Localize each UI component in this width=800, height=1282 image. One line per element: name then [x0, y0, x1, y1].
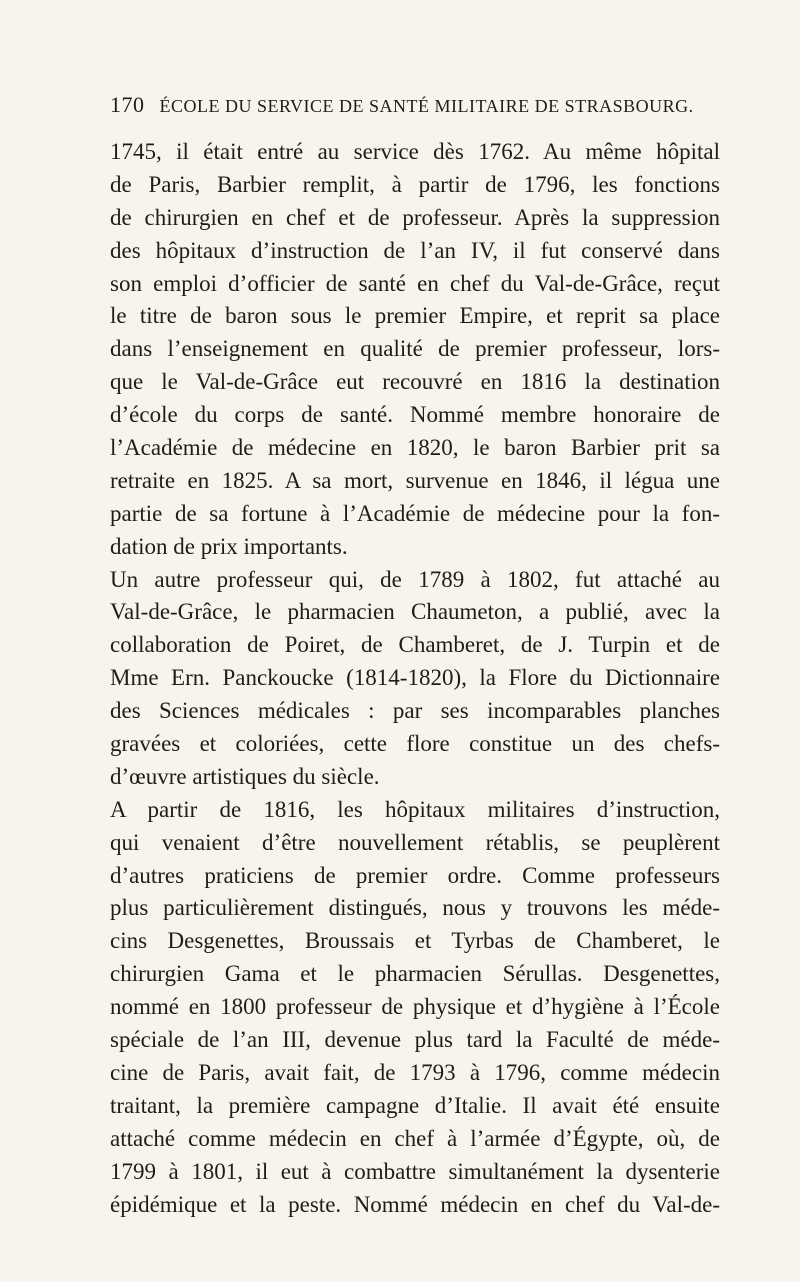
text-line: plus particulièrement distingués, nous y trouvons les méde- [110, 895, 720, 921]
text-line: d’autres praticiens de premier ordre. Comme professeurs [110, 862, 720, 888]
text-line: 1799 à 1801, il eut à combattre simultanément la dysenterie [110, 1158, 720, 1184]
text-line: 1745, il était entré au service dès 1762. Au même hôpital [110, 139, 720, 164]
text-line: qui venaient d’être nouvellement rétablis, se peuplèrent [110, 829, 720, 855]
text-line: Val-de-Grâce, le pharmacien Chaumeton, a publié, avec la [110, 599, 720, 625]
text-line: gravées et coloriées, cette flore constitue un des chefs- [110, 731, 720, 757]
text-line: que le Val-de-Grâce eut recouvré en 1816 la destination [110, 369, 720, 395]
text-line: nommé en 1800 professeur de physique et d’hygiène à l’École [110, 994, 720, 1020]
text-line: des Sciences médicales : par ses incomparables planches [110, 698, 720, 724]
text-line: attaché comme médecin en chef à l’armée d’Égypte, où, de [110, 1125, 720, 1151]
text-line: dation de prix importants. [110, 533, 348, 559]
running-head [110, 92, 710, 118]
text-line: chirurgien Gama et le pharmacien Sérullas. Desgenettes, [110, 961, 720, 987]
text-line: traitant, la première campagne d’Italie. Il avait été ensuite [110, 1092, 720, 1118]
text-line: Mme Ern. Panckoucke (1814-1820), la Flore du Dictionnaire [110, 665, 720, 691]
text-line: d’œuvre artistiques du siècle. [110, 763, 380, 789]
text-line: d’école du corps de santé. Nommé membre honoraire de [110, 402, 720, 428]
text-line: spéciale de l’an III, devenue plus tard la Faculté de méde- [110, 1027, 720, 1053]
text-line: cine de Paris, avait fait, de 1793 à 1796, comme médecin [110, 1059, 720, 1085]
body-text [110, 136, 720, 1221]
text-line: de Paris, Barbier remplit, à partir de 1796, les fonctions [110, 171, 720, 197]
text-line: Un autre professeur qui, de 1789 à 1802, fut attaché au [110, 566, 720, 592]
page-number: 170 [110, 92, 145, 117]
text-line: dans l’enseignement en qualité de premier professeur, lors- [110, 336, 720, 362]
running-title: ÉCOLE DU SERVICE DE SANTÉ MILITAIRE DE STRASBOURG. [159, 96, 694, 116]
text-line: le titre de baron sous le premier Empire, et reprit sa place [110, 303, 720, 329]
text-line: de chirurgien en chef et de professeur. Après la suppression [110, 204, 720, 230]
text-line: collaboration de Poiret, de Chamberet, de J. Turpin et de [110, 632, 720, 658]
text-line: des hôpitaux d’instruction de l’an IV, il fut conservé dans [110, 237, 720, 263]
text-line: son emploi d’officier de santé en chef du Val-de-Grâce, reçut [110, 270, 720, 296]
text-line: partie de sa fortune à l’Académie de médecine pour la fon- [110, 500, 720, 526]
text-line: cins Desgenettes, Broussais et Tyrbas de Chamberet, le [110, 928, 720, 954]
text-line: épidémique et la peste. Nommé médecin en chef du Val-de- [110, 1191, 720, 1217]
text-line: l’Académie de médecine en 1820, le baron Barbier prit sa [110, 435, 720, 461]
text-line: retraite en 1825. A sa mort, survenue en 1846, il légua une [110, 467, 720, 493]
text-line: A partir de 1816, les hôpitaux militaires d’instruction, [110, 796, 720, 822]
